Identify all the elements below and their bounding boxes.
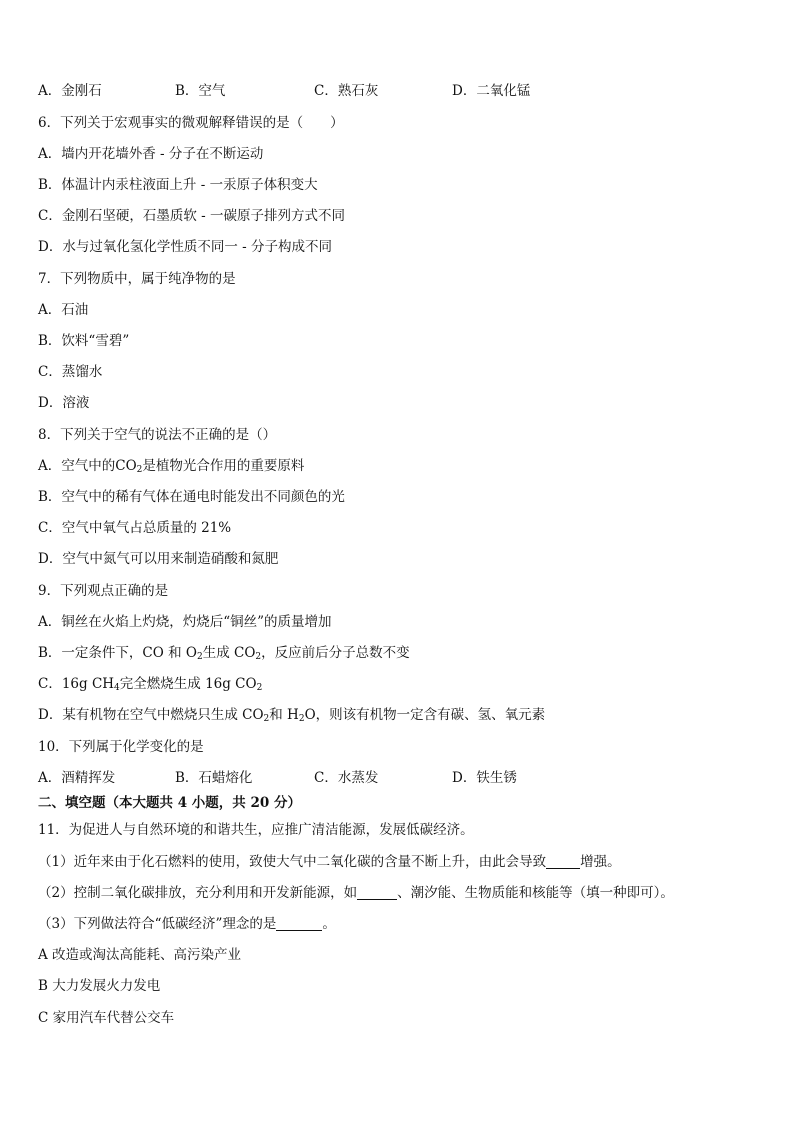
q9-stem: 9．下列观点正确的是 [38,583,169,599]
q11-p3-text-1: （3）下列做法符合“低碳经济”理念的是 [38,916,277,932]
q11-p2-text-1: （2）控制二氧化碳排放，充分利用和开发新能源，如 [38,885,358,901]
q8-a-text-1: A．空气中的CO [38,458,137,474]
q9-d-sub-2: 2 [298,714,305,724]
q6-option-a: A．墙内开花墙外香 - 分子在不断运动 [38,146,264,162]
q5-option-a: A．金刚石 [38,83,102,99]
q11-stem: 11．为促进人与自然环境的和谐共生，应推广清洁能源，发展低碳经济。 [38,822,474,838]
q10-option-c: C．水蒸发 [314,770,379,786]
q7-option-d: D．溶液 [38,395,90,411]
q11-p2-text-2: 、潮汐能、生物质能和核能等（填一种即可）。 [397,885,674,901]
q7-option-a: A．石油 [38,302,89,318]
q11-p1-text-1: （1）近年来由于化石燃料的使用，致使大气中二氧化碳的含量不断上升，由此会导致 [38,854,547,870]
q9-b-sub-2: 2 [255,652,262,662]
q9-d-sub-1: 2 [263,714,270,724]
q8-option-a [38,457,304,475]
q8-option-b: B．空气中的稀有气体在通电时能发出不同颜色的光 [38,489,345,505]
q9-option-a: A．铜丝在火焰上灼烧，灼烧后“铜丝”的质量增加 [38,614,332,630]
q8-option-c: C．空气中氧气占总质量的 21% [38,520,232,536]
q9-c-sub-2: 2 [256,683,263,693]
q5-option-c: C．熟石灰 [314,83,379,99]
q9-b-text-2: 生成 CO [202,645,256,661]
q11-option-c: C 家用汽车代替公交车 [38,1010,175,1026]
q6-option-d: D．水与过氧化氢化学性质不同一 - 分子构成不同 [38,239,332,255]
section-heading: 二、填空题（本大题共 4 小题，共 20 分） [38,795,301,811]
q5-option-b: B．空气 [175,83,226,99]
q8-a-sub: 2 [136,465,143,475]
q11-option-b: B 大力发展火力发电 [38,978,161,994]
answer-blank-2[interactable] [357,885,397,900]
q9-option-c [38,675,262,693]
q9-option-b [38,644,410,662]
q11-part-1 [38,853,621,871]
q10-stem: 10．下列属于化学变化的是 [38,739,204,755]
q11-part-2 [38,884,674,902]
q9-b-sub-1: 2 [196,652,203,662]
q8-option-d: D．空气中氮气可以用来制造硝酸和氮肥 [38,551,279,567]
q6-option-c: C．金刚石坚硬，石墨质软 - 一碳原子排列方式不同 [38,208,345,224]
q9-c-text-1: C．16g CH [38,676,115,692]
q7-option-b: B．饮料“雪碧” [38,333,130,349]
q8-a-text-2: 是植物光合作用的重要原料 [142,458,305,474]
q7-stem: 7．下列物质中，属于纯净物的是 [38,271,236,287]
q9-option-d [38,706,545,724]
q9-d-text-1: D．某有机物在空气中燃烧只生成 CO [38,707,264,723]
q9-b-text-3: ，反应前后分子总数不变 [261,645,410,661]
q8-stem: 8．下列关于空气的说法不正确的是（） [38,427,277,443]
q11-p1-text-2: 增强。 [580,854,621,870]
q10-option-a: A．酒精挥发 [38,770,116,786]
q11-p3-text-2: 。 [322,916,336,932]
q9-d-text-3: O，则该有机物一定含有碳、氢、氧元素 [304,707,546,723]
q9-b-text-1: B．一定条件下，CO 和 O [38,645,197,661]
answer-blank-3[interactable] [276,916,322,931]
q7-option-c: C．蒸馏水 [38,364,103,380]
q6-option-b: B．体温计内汞柱液面上升 - 一汞原子体积变大 [38,177,318,193]
q9-c-sub-1: 4 [114,683,120,693]
q10-option-b: B．石蜡熔化 [175,770,253,786]
q6-stem: 6．下列关于宏观事实的微观解释错误的是（ ） [38,115,344,131]
q11-option-a: A 改造或淘汰高能耗、高污染产业 [38,947,242,963]
q9-d-text-2: 和 H [269,707,299,723]
q5-option-d: D．二氧化锰 [452,83,531,99]
q11-part-3 [38,915,336,933]
answer-blank-1[interactable] [546,854,580,869]
q10-option-d: D．铁生锈 [452,770,517,786]
q9-c-text-2: 完全燃烧生成 16g CO [119,676,257,692]
